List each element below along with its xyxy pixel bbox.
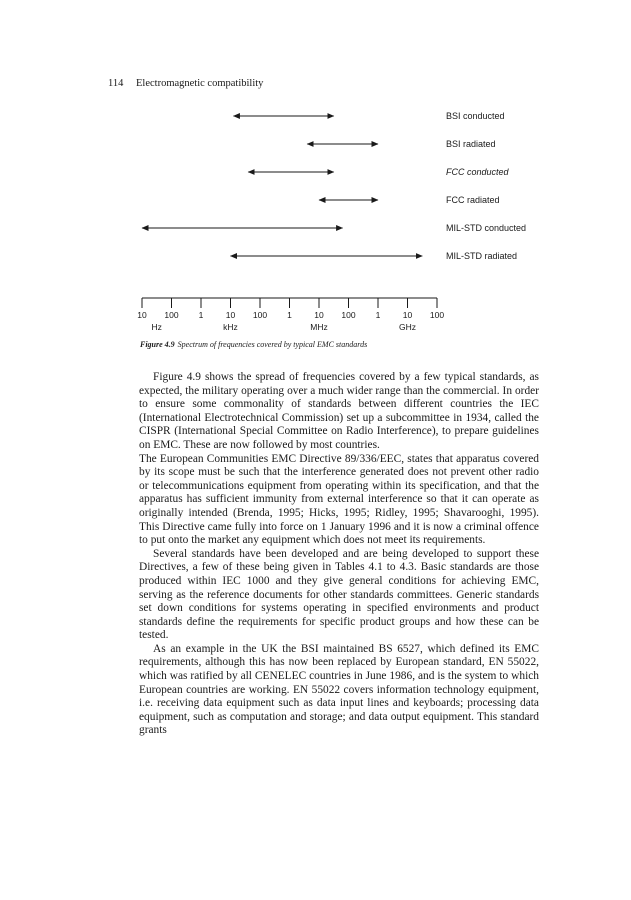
axis-tick-label: 100 xyxy=(252,310,268,320)
axis-unit-label: MHz xyxy=(310,322,328,332)
caption-text: Spectrum of frequencies covered by typical EMC standards xyxy=(177,340,368,349)
axis-tick-label: 10 xyxy=(137,310,147,320)
body-text xyxy=(139,371,539,738)
paragraph: The European Communities EMC Directive 89/336/EEC, states that apparatus covered by its scope must be such that the interference generated does not prevent other radio or telecommunications equipment from operating within its specification, and that the apparatus has sufficient immunity from external interference so that it can operate as originally intended (Brenda, 1995; Hicks, 1995; Ridley, 1995; Shavarooghi, 1995). This Directive came fully into force on 1 January 1996 and it is now a criminal offence to put onto the market any equipment which does not meet its requirements. xyxy=(139,452,539,547)
axis-unit-label: kHz xyxy=(223,322,238,332)
page-number: 114 xyxy=(108,78,124,89)
range-label: FCC conducted xyxy=(446,167,509,177)
frequency-spectrum-figure xyxy=(0,0,631,340)
running-title: Electromagnetic compatibility xyxy=(136,78,264,89)
axis-tick-label: 100 xyxy=(164,310,179,320)
axis-tick-label: 1 xyxy=(287,310,292,320)
axis-tick-label: 10 xyxy=(225,310,236,320)
axis-unit-label: Hz xyxy=(151,322,162,332)
range-label: FCC radiated xyxy=(446,195,500,205)
paragraph: Several standards have been developed and are being developed to support these Directives, a few of these being given in Tables 4.1 to 4.3. Basic standards are those produced within IEC 1000 and they give general conditions for achieving EMC, serving as the reference documents for other standards committees. Generic standards set down conditions for systems operating in specified environments and product standards define the requirements for specific product groups and how these can be tested. xyxy=(139,547,539,642)
range-label: BSI conducted xyxy=(446,111,505,121)
axis-tick-label: 10 xyxy=(314,310,324,320)
range-label: BSI radiated xyxy=(446,139,496,149)
frequency-axis xyxy=(137,298,444,332)
range-label: MIL-STD radiated xyxy=(446,251,518,261)
axis-tick-label: 1 xyxy=(375,310,381,320)
figure-caption xyxy=(140,340,367,349)
caption-label: Figure 4.9 xyxy=(140,340,175,349)
axis-tick-label: 100 xyxy=(341,310,356,320)
axis-tick-label: 100 xyxy=(429,310,445,320)
range-bars xyxy=(142,111,526,261)
axis-tick-label: 1 xyxy=(198,310,204,320)
paragraph: Figure 4.9 shows the spread of frequencies covered by a few typical standards, as expected, the military operating over a much wider range than the commercial. In order to ensure some commonality of standards between different countries the IEC (International Electrotechnical Commission) set up a subcommittee in 1934, called the CISPR (International Special Committee on Radio Interference), to prepare guidelines on EMC. These are now followed by most countries. xyxy=(139,371,539,451)
paragraph: As an example in the UK the BSI maintained BS 6527, which defined its EMC requirements, although this has now been replaced by European standard, EN 55022, which was ratified by all CENELEC countries in June 1986, and is the system to which European countries are working. EN 55022 covers information technology equipment, i.e. receiving data equipment such as data input lines and keyboards; processing data equipment, such as computation and storage; and data output equipment. This standard grants xyxy=(139,642,539,737)
axis-unit-label: GHz xyxy=(399,322,416,332)
range-label: MIL-STD conducted xyxy=(446,223,527,233)
axis-tick-label: 10 xyxy=(402,310,413,320)
